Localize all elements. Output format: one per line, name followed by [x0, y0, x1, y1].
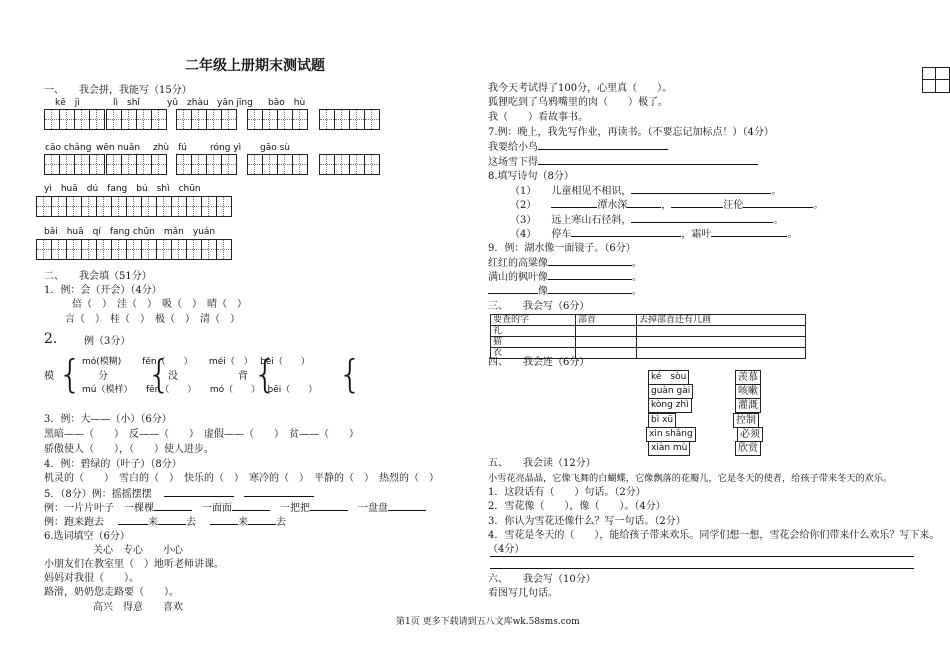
section-1-heading: 一、 我会拼，我能写（15分） — [44, 85, 192, 96]
table-cell: 礼 — [491, 326, 576, 337]
writing-grid-long[interactable] — [37, 239, 232, 260]
q2-row-bottom: mú（模样） fēn（ ） mó（ ） bēi（ ） — [82, 385, 318, 395]
q7-line-a — [488, 140, 668, 154]
section-6-heading: 六、 我会写（10分） — [488, 574, 596, 585]
r-question-1: 1．这段话有（ ）句话。（2分） — [488, 487, 646, 498]
q5-b3-text: 去 — [186, 517, 196, 528]
match-pinyin[interactable]: xin shǎng — [646, 427, 696, 442]
table-cell: 衣 — [491, 348, 576, 359]
q5-a2-text: 一面面 — [202, 503, 232, 514]
period: 。 — [632, 258, 642, 269]
pinyin-6: cāo chǎng — [45, 143, 92, 153]
q6-line-a: 小朋友们在教室里（ ）地听老师讲课。 — [44, 559, 224, 570]
table-row[interactable] — [491, 337, 806, 348]
writing-grid[interactable] — [177, 154, 237, 175]
q8-b1-text: （2） — [510, 200, 532, 211]
match-word[interactable]: 必须 — [737, 427, 763, 442]
section-4-heading: 四、 我会连（6分） — [488, 357, 590, 368]
corner-grid-line — [935, 68, 936, 92]
answer-line[interactable] — [490, 556, 914, 557]
answer-cell[interactable] — [637, 326, 806, 337]
writing-grid[interactable] — [320, 109, 380, 130]
pinyin-10: gāo sù — [260, 143, 290, 153]
radical-table — [490, 314, 806, 359]
q8-d1-text: （4） 停车 — [510, 229, 572, 240]
q5-prompt — [44, 487, 314, 501]
writing-grid[interactable] — [45, 109, 105, 130]
q4-prompt: 4．例：碧绿的（叶子）（8分） — [44, 459, 182, 470]
match-pinyin[interactable]: guàn gài — [648, 384, 693, 399]
period: 。 — [632, 272, 642, 283]
q3-line-a: 黑暗——（ ） 反——（ ） 虚假——（ ） 贫——（ ） — [44, 429, 359, 440]
answer-cell[interactable] — [576, 326, 637, 337]
writing-grid[interactable] — [320, 154, 380, 175]
q5-a-text: 例：一片片叶子 一棵棵 — [44, 503, 154, 514]
match-pinyin[interactable]: xiàn mù — [648, 441, 690, 456]
q5-b2-text: 来 — [148, 517, 158, 528]
q8-prompt: 8.填写诗句（8分） — [488, 171, 574, 182]
q9-c-text: 像 — [538, 286, 548, 297]
section-3-heading: 三、 我会写（6分） — [488, 301, 590, 312]
q8-c-text: （3） 远上寒山石径斜， — [510, 215, 632, 226]
page-footer: 第1页 更多下载请到五八文库wk.58sms.com — [396, 617, 580, 627]
q8-line-d — [510, 227, 797, 241]
r-line-1: 我今天考试得了100分，心里真（ ）。 — [488, 83, 673, 94]
writing-grid[interactable] — [248, 154, 308, 175]
pinyin-5: bǎo hù — [268, 98, 306, 108]
match-pinyin[interactable]: bì xū — [648, 413, 676, 428]
writing-grid[interactable] — [107, 154, 167, 175]
brace-icon: { — [58, 352, 83, 396]
q9-line-b — [488, 270, 642, 284]
brace-icon: { — [338, 352, 363, 396]
q8-line-a — [510, 184, 781, 198]
period: 。 — [773, 215, 784, 226]
q6-words-1: 关心 专心 小心 — [93, 545, 183, 556]
table-header: 要查的字 — [491, 315, 576, 326]
q6-words-2: 高兴 得意 喜欢 — [93, 602, 183, 613]
corner-grid — [922, 67, 950, 93]
table-header-row — [491, 315, 806, 326]
pinyin-phrase-2: bǎi huā qí fang chūn mǎn yuán — [44, 227, 216, 237]
q1-line-a: 倍（ ） 洼（ ） 吸（ ） 晴（ ） — [72, 299, 247, 310]
q2-prompt: 例（3分） — [84, 336, 131, 347]
q1-line-b: 言（ ） 桂（ ） 极（ ） 清（ ） — [65, 314, 240, 325]
q2-row-top: mó(模糊) fēn（ ） méi（ ） bèi（ ） — [82, 357, 310, 367]
corner-grid-line — [923, 79, 949, 80]
pinyin-3: yǔ zhàu — [167, 98, 209, 108]
q9-a-text: 红红的高粱像 — [488, 258, 548, 269]
q7-line-b — [488, 155, 758, 169]
pinyin-7: wēn nuǎn — [96, 143, 141, 153]
r-question-3: 3．你认为雪花还像什么？写一句话。（2分） — [488, 516, 686, 527]
match-word[interactable]: 咳嗽 — [735, 384, 761, 399]
q3-line-b: 骄傲使人（ ），（ ）使人进步。 — [44, 444, 214, 455]
r-line-2: 狐狸吃到了乌鸦嘴里的肉（ ）极了。 — [488, 97, 668, 108]
q5-b4-text: 来 — [238, 517, 248, 528]
answer-cell[interactable] — [637, 348, 806, 359]
answer-cell[interactable] — [576, 337, 637, 348]
q5-line-b — [44, 515, 286, 529]
period: 。 — [787, 229, 798, 240]
pinyin-2: lì shǐ — [113, 98, 140, 108]
match-pinyin[interactable]: kòng zhì — [648, 398, 692, 413]
writing-grid[interactable] — [177, 109, 237, 130]
match-word[interactable]: 羡慕 — [735, 370, 761, 385]
q2-label-mo: 模 — [44, 371, 54, 382]
match-word[interactable]: 欣赏 — [735, 441, 761, 456]
period: 。 — [813, 200, 824, 211]
q5-a4-text: 一盘盘 — [358, 503, 388, 514]
reading-passage: 小雪花亮晶晶，它像飞舞的白蝴蝶，它像飘落的花瓣儿，它是冬天的使者，给孩子带来冬天的欢乐。 — [488, 473, 893, 484]
writing-grid-long[interactable] — [37, 196, 232, 217]
pinyin-9: róng yì — [210, 143, 242, 153]
q8-d2-text: ，霜叶 — [681, 229, 712, 240]
table-header: 部首 — [576, 315, 637, 326]
q9-b-text: 满山的枫叶像 — [488, 272, 548, 283]
section-5-heading: 五、 我会读（12分） — [488, 458, 596, 469]
q9-line-a — [488, 256, 642, 270]
q1-prompt: 1．例：会（开会）（4分） — [44, 285, 162, 296]
section-2-heading: 二、 我会填（51分） — [44, 271, 152, 282]
period: 。 — [632, 286, 642, 297]
table-header: 去掉部首还有几画 — [637, 315, 806, 326]
q6-line-b: 妈妈对我很（ ）。 — [44, 573, 139, 584]
q7-a-text: 我要给小鸟 — [488, 142, 538, 153]
q8-b2-text: 潭水深 — [597, 200, 628, 211]
pinyin-phrase-1: yì huā dú fang bú shì chūn — [44, 184, 201, 194]
q2-row-mid: 分 没 背 — [98, 371, 248, 382]
match-pinyin[interactable]: ké sòu — [648, 370, 689, 385]
q4-line-a: 机灵的（ ） 雪白的（ ） 快乐的（ ） 寒冷的（ ） 平静的（ ） 热烈的（ ） — [44, 473, 439, 484]
section-6-instruction: 看图写几句话。 — [488, 588, 558, 599]
q5-line-a — [44, 501, 426, 515]
brace-icon: { — [253, 352, 278, 396]
q7-prompt: 7.例：晚上，我先写作业，再读书。（不要忘记加标点！）（4分） — [488, 127, 774, 138]
q7-b-text: 这场雪下得 — [488, 157, 538, 168]
match-word[interactable]: 控制 — [733, 413, 759, 428]
answer-cell[interactable] — [637, 337, 806, 348]
pinyin-4: yǎn jīng — [217, 98, 253, 108]
table-row[interactable] — [491, 326, 806, 337]
q5-text: 5．（8分）例：摇摇摆摆 — [44, 489, 152, 500]
page-title: 二年级上册期末测试题 — [185, 58, 325, 74]
q2-number: 2． — [44, 331, 67, 347]
q8-a-text: （1） 儿童相见不相识， — [510, 186, 632, 197]
q8-line-c — [510, 213, 783, 227]
period: 。 — [771, 186, 782, 197]
q9-prompt: 9．例：湖水像一面镜子。（6分） — [488, 243, 636, 254]
q6-prompt: 6.选词填空（6分） — [44, 531, 130, 542]
q5-b-text: 例：跑来跑去 — [44, 517, 104, 528]
pinyin-1: kē jì — [55, 98, 80, 108]
brace-icon: { — [147, 352, 172, 396]
r-question-4: 4．雪花是冬天的（ ），能给孩子带来欢乐。同学们想一想，雪花会给你们带来什么欢乐？写下来。 — [488, 530, 940, 541]
q8-b3-text: 汪伦 — [723, 200, 744, 211]
q5-a3-text: 一把把 — [280, 503, 310, 514]
writing-grid[interactable] — [45, 154, 105, 175]
match-word[interactable]: 灌溉 — [735, 398, 761, 413]
q6-line-c: 路滑，奶奶您走路要（ ）。 — [44, 587, 179, 598]
table-cell: 猫 — [491, 337, 576, 348]
answer-line[interactable] — [490, 568, 914, 569]
q3-prompt: 3．例：大——（小）（6分） — [44, 414, 172, 425]
r-line-3: 我（ ）看故事书。 — [488, 112, 588, 123]
q5-b5-text: 去 — [276, 517, 286, 528]
q9-line-c — [488, 284, 642, 298]
r-question-2: 2．雪花像（ ），像（ ）。（4分） — [488, 501, 666, 512]
r-question-4-points: （4分） — [488, 544, 525, 555]
q8-line-b: （2） 潭水深 ， 汪伦 。 — [510, 200, 824, 211]
writing-grid[interactable] — [248, 109, 308, 130]
writing-grid[interactable] — [107, 109, 167, 130]
pinyin-8: zhù fú — [153, 143, 188, 153]
